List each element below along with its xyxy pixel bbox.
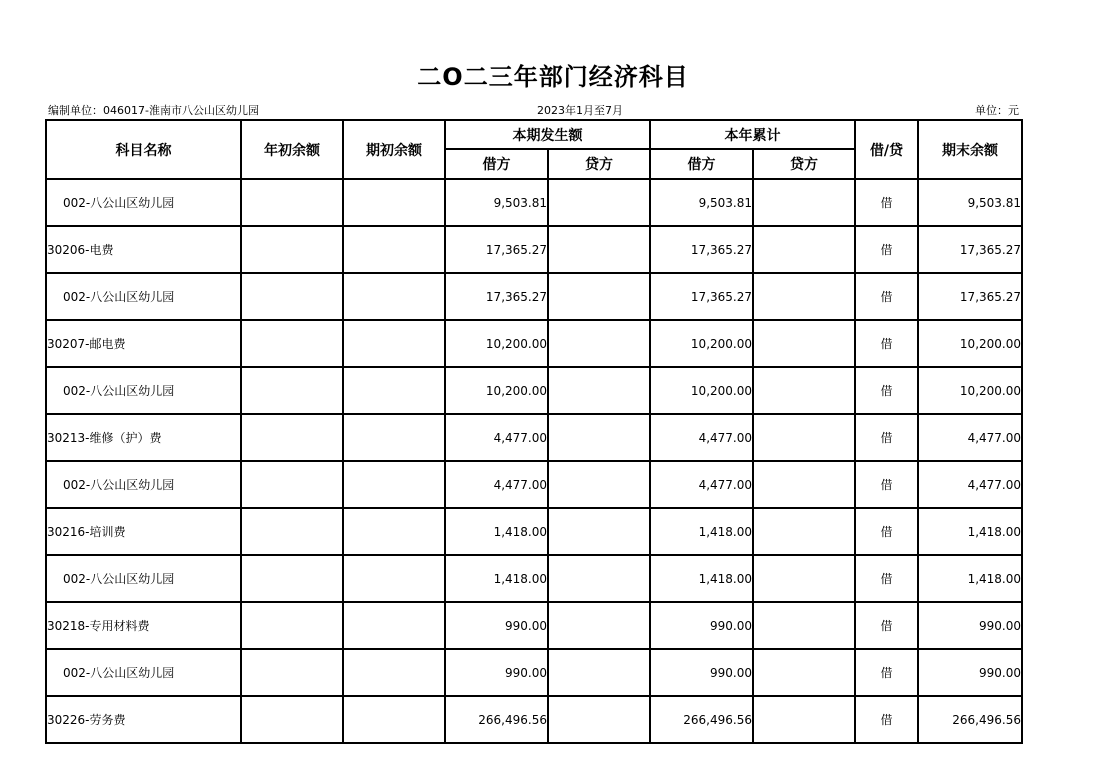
report-period: 2023年1月至7月 (537, 104, 623, 117)
cell-subject: 002-八公山区幼儿园 (46, 461, 241, 508)
header-closing: 期末余额 (918, 120, 1022, 179)
cell-debit-credit: 借 (855, 602, 918, 649)
cell-ytd-debit: 4,477.00 (650, 414, 753, 461)
cell-ytd-credit (753, 320, 855, 367)
cell-opening-period (343, 555, 445, 602)
cell-ytd-credit (753, 226, 855, 273)
cell-period-debit: 990.00 (445, 649, 548, 696)
cell-period-credit (548, 226, 650, 273)
cell-ytd-debit: 17,365.27 (650, 273, 753, 320)
cell-opening-period (343, 273, 445, 320)
cell-period-credit (548, 696, 650, 743)
cell-debit-credit: 借 (855, 226, 918, 273)
cell-closing: 990.00 (918, 649, 1022, 696)
header-current-period: 本期发生额 (445, 120, 650, 149)
header-ytd-credit: 贷方 (753, 149, 855, 179)
cell-ytd-credit (753, 179, 855, 226)
cell-subject: 30206-电费 (46, 226, 241, 273)
cell-debit-credit: 借 (855, 461, 918, 508)
cell-ytd-debit: 1,418.00 (650, 508, 753, 555)
cell-period-credit (548, 602, 650, 649)
table-row (46, 414, 1022, 461)
cell-period-credit (548, 508, 650, 555)
cell-period-credit (548, 273, 650, 320)
cell-opening-year (241, 602, 343, 649)
table-row (46, 367, 1022, 414)
cell-ytd-credit (753, 414, 855, 461)
cell-opening-year (241, 320, 343, 367)
cell-period-credit (548, 320, 650, 367)
header-ytd-debit: 借方 (650, 149, 753, 179)
cell-period-debit: 4,477.00 (445, 414, 548, 461)
cell-ytd-credit (753, 602, 855, 649)
cell-subject: 30207-邮电费 (46, 320, 241, 367)
cell-ytd-debit: 1,418.00 (650, 555, 753, 602)
cell-subject: 002-八公山区幼儿园 (46, 179, 241, 226)
ledger-table (45, 119, 1023, 744)
table-row (46, 179, 1022, 226)
cell-opening-period (343, 320, 445, 367)
cell-ytd-credit (753, 273, 855, 320)
table-row (46, 273, 1022, 320)
header-opening-year: 年初余额 (241, 120, 343, 179)
cell-opening-period (343, 508, 445, 555)
cell-ytd-credit (753, 649, 855, 696)
header-opening-period: 期初余额 (343, 120, 445, 179)
cell-opening-year (241, 696, 343, 743)
cell-period-credit (548, 367, 650, 414)
cell-debit-credit: 借 (855, 320, 918, 367)
cell-opening-period (343, 461, 445, 508)
cell-ytd-debit: 10,200.00 (650, 320, 753, 367)
cell-period-debit: 990.00 (445, 602, 548, 649)
cell-period-debit: 10,200.00 (445, 320, 548, 367)
cell-period-debit: 10,200.00 (445, 367, 548, 414)
cell-ytd-credit (753, 696, 855, 743)
cell-ytd-credit (753, 555, 855, 602)
cell-period-debit: 9,503.81 (445, 179, 548, 226)
cell-period-debit: 266,496.56 (445, 696, 548, 743)
cell-closing: 1,418.00 (918, 555, 1022, 602)
cell-closing: 1,418.00 (918, 508, 1022, 555)
cell-debit-credit: 借 (855, 555, 918, 602)
cell-subject: 30213-维修（护）费 (46, 414, 241, 461)
cell-debit-credit: 借 (855, 273, 918, 320)
cell-closing: 10,200.00 (918, 320, 1022, 367)
cell-period-debit: 17,365.27 (445, 273, 548, 320)
cell-debit-credit: 借 (855, 508, 918, 555)
table-row (46, 602, 1022, 649)
cell-opening-period (343, 367, 445, 414)
cell-period-debit: 4,477.00 (445, 461, 548, 508)
cell-ytd-debit: 266,496.56 (650, 696, 753, 743)
cell-opening-year (241, 649, 343, 696)
cell-period-credit (548, 461, 650, 508)
cell-closing: 990.00 (918, 602, 1022, 649)
cell-period-credit (548, 179, 650, 226)
cell-opening-year (241, 555, 343, 602)
compiler-unit: 编制单位：046017-淮南市八公山区幼儿园 (48, 104, 259, 117)
cell-opening-year (241, 508, 343, 555)
cell-closing: 4,477.00 (918, 414, 1022, 461)
cell-closing: 4,477.00 (918, 461, 1022, 508)
cell-subject: 30226-劳务费 (46, 696, 241, 743)
cell-subject: 002-八公山区幼儿园 (46, 649, 241, 696)
cell-opening-period (343, 649, 445, 696)
cell-period-debit: 1,418.00 (445, 555, 548, 602)
cell-closing: 17,365.27 (918, 273, 1022, 320)
cell-ytd-debit: 10,200.00 (650, 367, 753, 414)
cell-subject: 002-八公山区幼儿园 (46, 367, 241, 414)
report-title: 二O二三年部门经济科目 (417, 63, 689, 91)
cell-closing: 17,365.27 (918, 226, 1022, 273)
cell-ytd-debit: 990.00 (650, 649, 753, 696)
cell-opening-year (241, 226, 343, 273)
cell-debit-credit: 借 (855, 649, 918, 696)
cell-debit-credit: 借 (855, 367, 918, 414)
header-ytd: 本年累计 (650, 120, 855, 149)
cell-ytd-credit (753, 461, 855, 508)
cell-opening-period (343, 696, 445, 743)
cell-ytd-debit: 17,365.27 (650, 226, 753, 273)
cell-subject: 002-八公山区幼儿园 (46, 555, 241, 602)
cell-opening-year (241, 414, 343, 461)
cell-opening-year (241, 461, 343, 508)
header-debit-credit: 借/贷 (855, 120, 918, 179)
cell-period-credit (548, 649, 650, 696)
cell-period-credit (548, 414, 650, 461)
cell-ytd-credit (753, 508, 855, 555)
cell-subject: 30216-培训费 (46, 508, 241, 555)
cell-closing: 10,200.00 (918, 367, 1022, 414)
cell-opening-year (241, 179, 343, 226)
cell-opening-period (343, 226, 445, 273)
cell-period-debit: 1,418.00 (445, 508, 548, 555)
cell-ytd-credit (753, 367, 855, 414)
table-row (46, 226, 1022, 273)
cell-opening-year (241, 367, 343, 414)
cell-opening-period (343, 414, 445, 461)
table-row (46, 508, 1022, 555)
currency-unit: 单位：元 (975, 104, 1019, 117)
cell-closing: 9,503.81 (918, 179, 1022, 226)
cell-ytd-debit: 990.00 (650, 602, 753, 649)
cell-debit-credit: 借 (855, 179, 918, 226)
table-row (46, 320, 1022, 367)
ledger-body (46, 179, 1022, 743)
cell-opening-year (241, 273, 343, 320)
header-period-debit: 借方 (445, 149, 548, 179)
cell-ytd-debit: 4,477.00 (650, 461, 753, 508)
cell-opening-period (343, 602, 445, 649)
cell-closing: 266,496.56 (918, 696, 1022, 743)
table-row (46, 555, 1022, 602)
cell-ytd-debit: 9,503.81 (650, 179, 753, 226)
cell-period-debit: 17,365.27 (445, 226, 548, 273)
cell-debit-credit: 借 (855, 696, 918, 743)
cell-subject: 002-八公山区幼儿园 (46, 273, 241, 320)
table-row (46, 649, 1022, 696)
cell-debit-credit: 借 (855, 414, 918, 461)
cell-period-credit (548, 555, 650, 602)
header-subject: 科目名称 (46, 120, 241, 179)
header-period-credit: 贷方 (548, 149, 650, 179)
cell-opening-period (343, 179, 445, 226)
cell-subject: 30218-专用材料费 (46, 602, 241, 649)
table-row (46, 696, 1022, 743)
table-row (46, 461, 1022, 508)
